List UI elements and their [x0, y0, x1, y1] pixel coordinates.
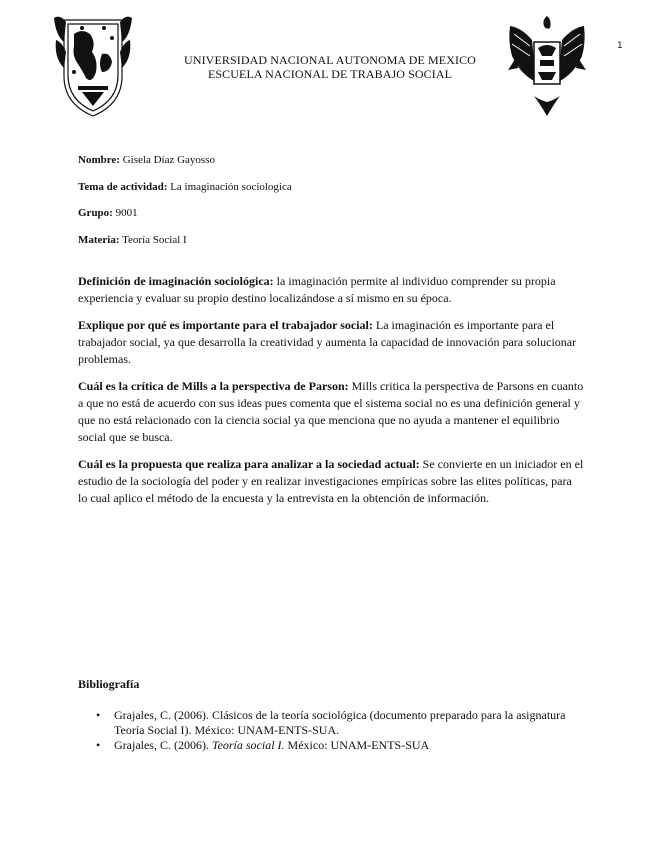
meta-name — [78, 154, 558, 167]
bibliography-entry — [78, 738, 568, 753]
unam-logo — [52, 12, 134, 120]
section-heading: Cuál es la propuesta que realiza para analizar a la sociedad actual: — [78, 457, 420, 471]
entry-suffix: México: UNAM-ENTS-SUA — [287, 738, 430, 752]
university-name: UNIVERSIDAD NACIONAL AUTONOMA DE MEXICO — [184, 53, 476, 67]
subject-label: Materia: — [78, 234, 120, 246]
section-critique — [78, 378, 584, 446]
bibliography-title: Bibliografía — [78, 677, 140, 691]
section-text: la imaginación permite al individuo comprender su propia experiencia y evaluar su propio destino localizándose a sí mismo en su época. — [78, 274, 556, 305]
section-text: Mills critica la perspectiva de Parsons en cuanto a que no está de acuerdo con sus ideas pues comenta que el sistema social no es una definición general y que no está relacionado con la ciencia social ya que menciona que no ayuda a mantener el equilibrio social que se busca. — [78, 379, 584, 444]
topic-label: Tema de actividad: — [78, 181, 168, 193]
bullet-icon: • — [96, 708, 101, 722]
answers — [78, 273, 584, 517]
meta-subject — [78, 234, 558, 247]
entry-title: Teoría social I. — [211, 738, 285, 752]
section-text: Se convierte en un iniciador en el estudio de la sociología del poder y en realizar investigaciones empíricas sobre las elites políticas, para lo cual aplico el método de la encuesta y la entrevista en la obtención de información. — [78, 457, 584, 505]
section-definition — [78, 273, 584, 307]
document-header — [150, 53, 510, 81]
meta-topic — [78, 181, 558, 194]
bullet-icon: • — [96, 738, 101, 752]
school-name: ESCUELA NACIONAL DE TRABAJO SOCIAL — [207, 67, 453, 81]
mexico-eagle-emblem — [506, 12, 588, 120]
section-proposal — [78, 456, 584, 507]
topic-value: La imaginación sociologica — [170, 181, 292, 193]
group-value: 9001 — [115, 207, 138, 219]
entry-prefix: Grajales, C. (2006). — [114, 738, 209, 752]
name-value: Gisela Díaz Gayosso — [122, 154, 215, 166]
section-heading: Explique por qué es importante para el trabajador social: — [78, 318, 373, 332]
bibliography-entry — [78, 708, 568, 738]
section-heading: Definición de imaginación sociológica: — [78, 274, 274, 288]
section-heading: Cuál es la crítica de Mills a la perspectiva de Parson: — [78, 379, 349, 393]
group-label: Grupo: — [78, 207, 113, 219]
meta-group — [78, 207, 558, 220]
page-number: 1 — [617, 41, 623, 51]
name-label: Nombre: — [78, 154, 120, 166]
subject-value: Teoría Social I — [122, 234, 187, 246]
entry-text: Grajales, C. (2006). Clásicos de la teoría sociológica (documento preparado para la asignatura Teoría Social I). México: UNAM-ENTS-SUA. — [114, 708, 566, 737]
bibliography-list — [78, 708, 568, 753]
section-text: La imaginación es importante para el trabajador social, ya que desarrolla la creatividad y aumenta la capacidad de innovación para solucionar problemas. — [78, 318, 577, 366]
section-importance — [78, 317, 584, 368]
